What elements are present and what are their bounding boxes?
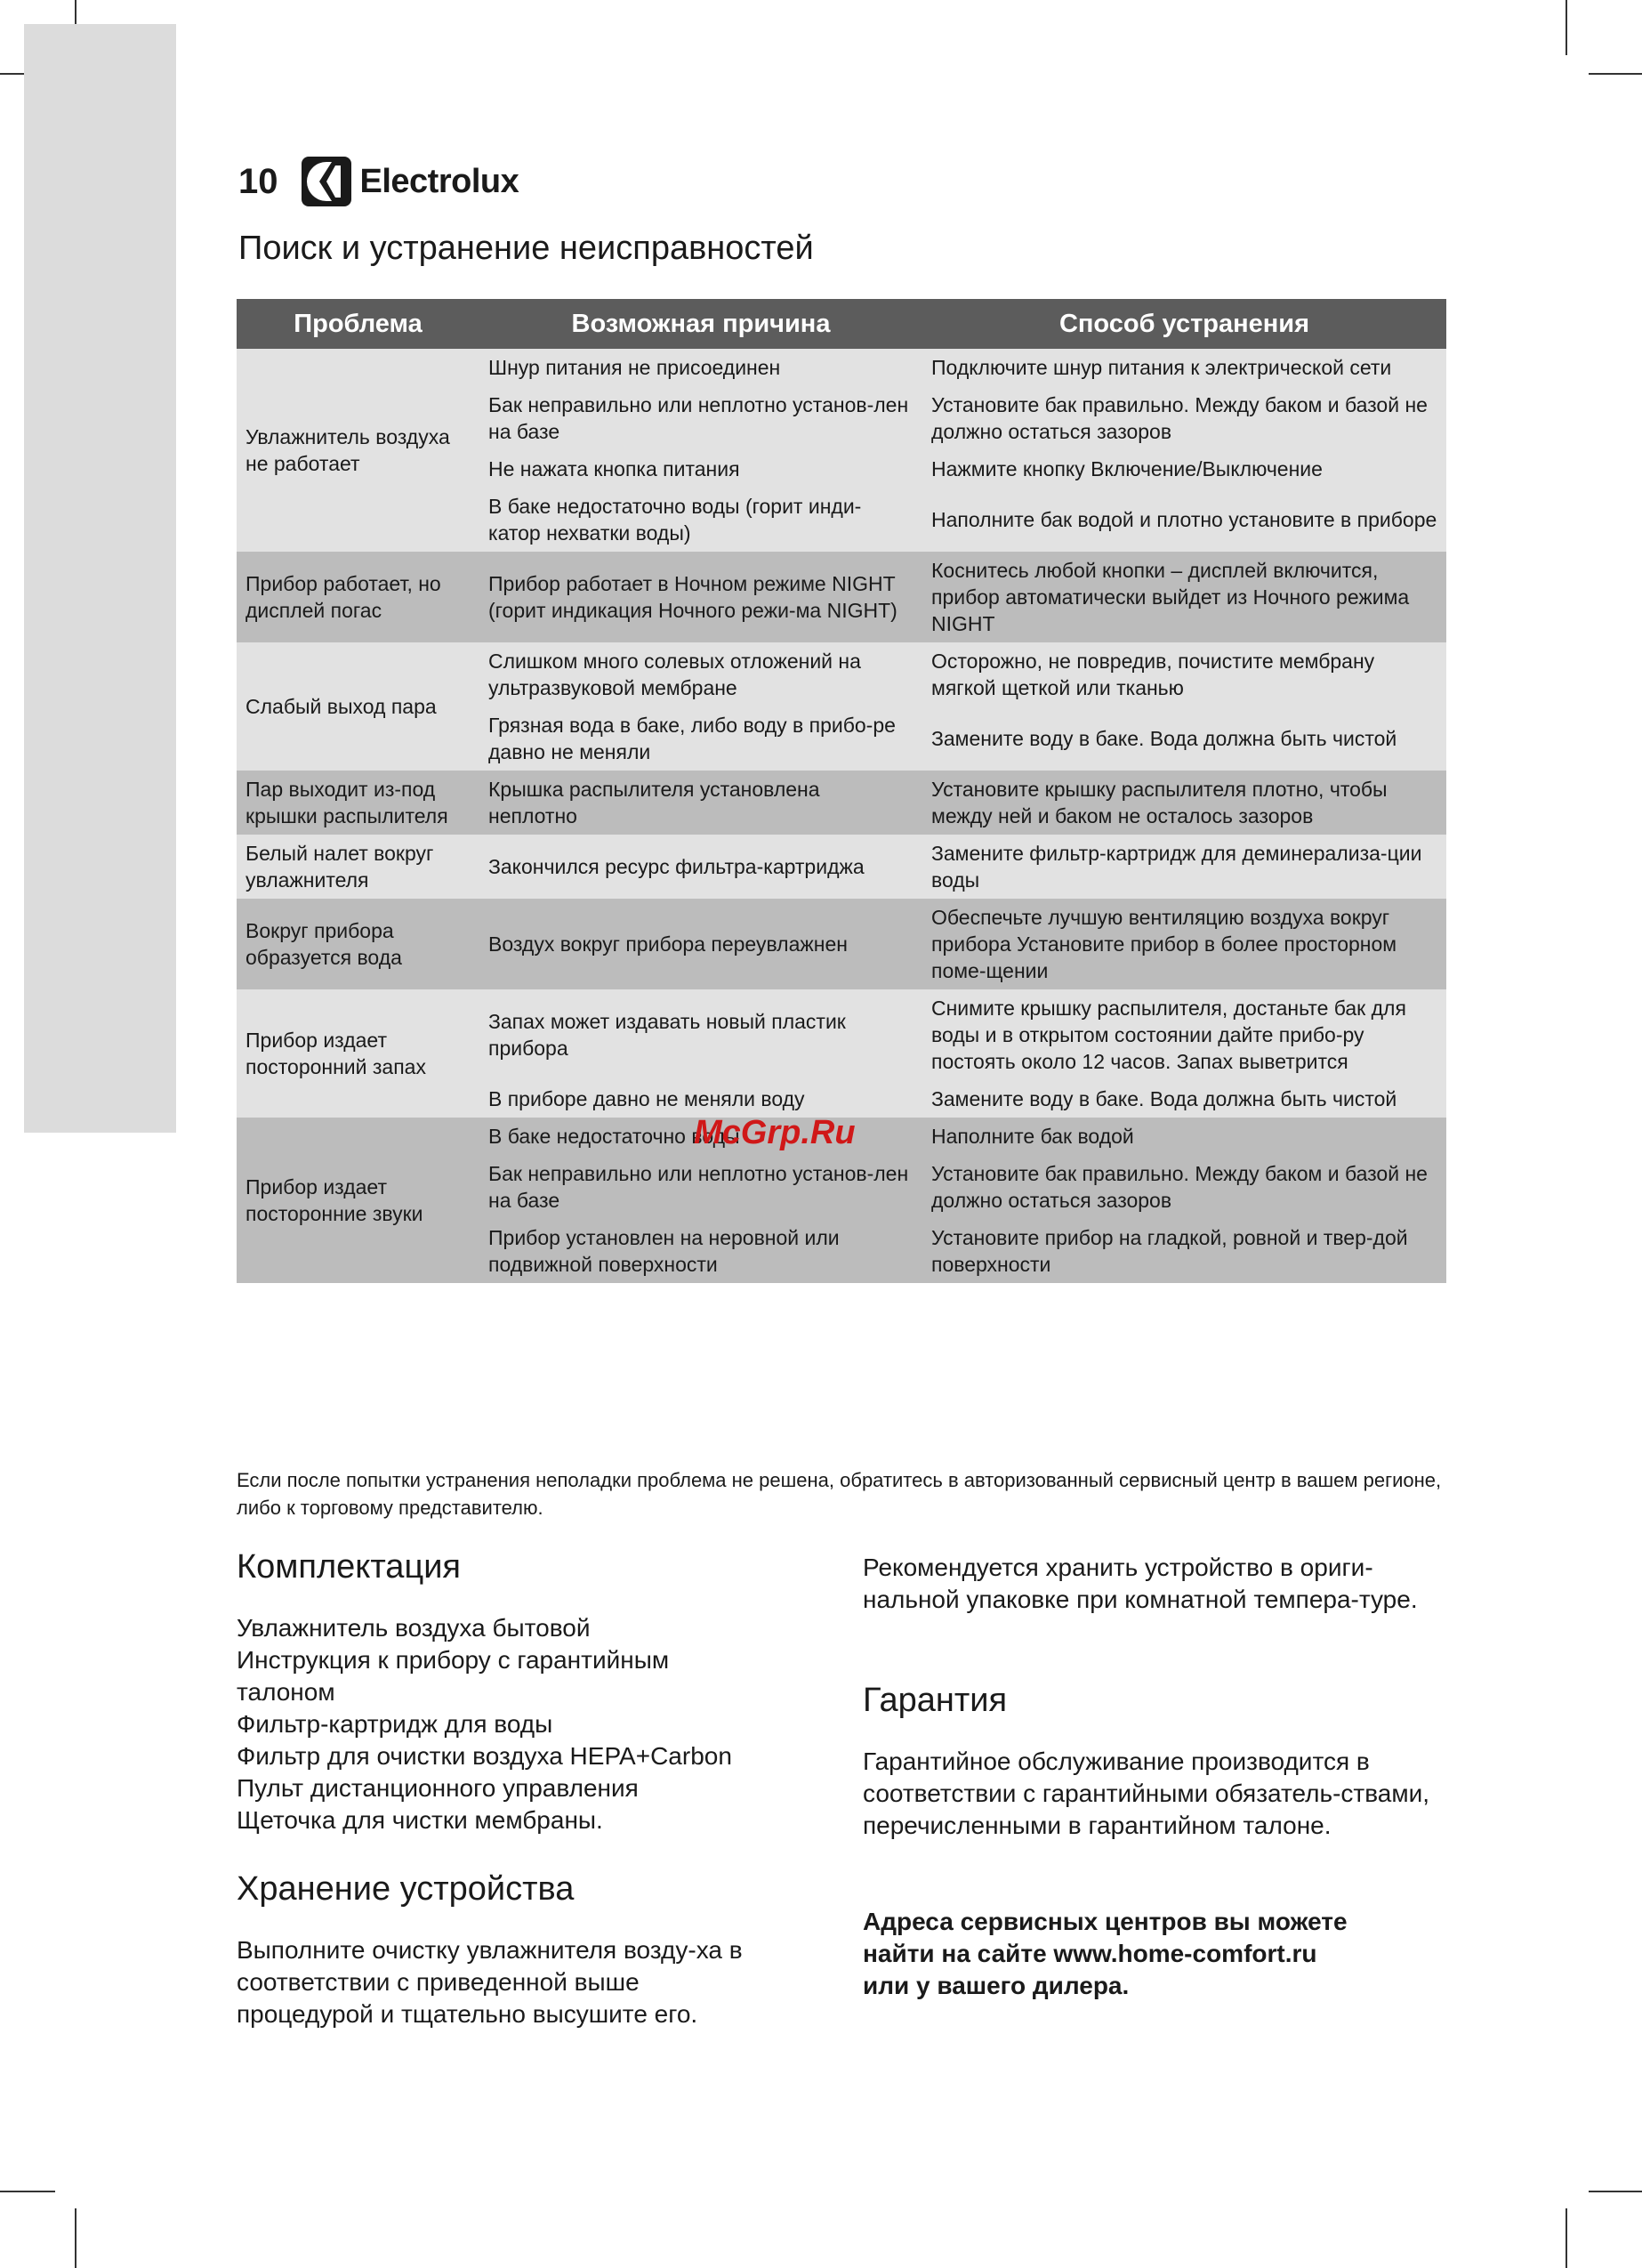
problem-cell: Прибор работает, но дисплей погас bbox=[237, 552, 479, 642]
crop-mark bbox=[0, 2191, 55, 2192]
page-number: 10 bbox=[238, 161, 278, 201]
kit-item: Фильтр для очистки воздуха HEPA+Carbon bbox=[237, 1742, 732, 1770]
crop-mark bbox=[1589, 73, 1642, 75]
cause-cell: Слишком много солевых отложений на ультразвуковой мембране bbox=[479, 642, 922, 706]
fix-cell: Снимите крышку распылителя, достаньте бак для воды и в открытом состоянии дайте прибо-ру постоять около 12 часов. Запах выветрится bbox=[922, 989, 1446, 1080]
fix-cell: Наполните бак водой bbox=[922, 1118, 1446, 1155]
cause-cell: Крышка распылителя установлена неплотно bbox=[479, 771, 922, 835]
crop-mark bbox=[75, 2208, 76, 2268]
table-row bbox=[237, 642, 1446, 706]
column-header: Возможная причина bbox=[479, 299, 922, 349]
table-row bbox=[237, 552, 1446, 642]
storage-title: Хранение устройства bbox=[237, 1870, 575, 1908]
kit-item: Инструкция к прибору с гарантийным талоном bbox=[237, 1646, 670, 1706]
cause-cell: Воздух вокруг прибора переувлажнен bbox=[479, 899, 922, 989]
electrolux-logo-icon bbox=[302, 157, 351, 206]
fix-cell: Наполните бак водой и плотно установите в приборе bbox=[922, 488, 1446, 552]
table-row bbox=[237, 771, 1446, 835]
kit-item: Фильтр-картридж для воды bbox=[237, 1710, 553, 1738]
table-row bbox=[237, 349, 1446, 386]
table-row bbox=[237, 899, 1446, 989]
fix-cell: Замените воду в баке. Вода должна быть чистой bbox=[922, 706, 1446, 771]
column-header: Проблема bbox=[237, 299, 479, 349]
service-centers-text: Адреса сервисных центров вы можете найти на сайте www.home-comfort.ru или у вашего дилера. bbox=[863, 1908, 1348, 1999]
fix-cell: Замените фильтр-картридж для деминерализа-ции воды bbox=[922, 835, 1446, 899]
page-side-band bbox=[24, 24, 176, 1133]
cause-cell: Бак неправильно или неплотно установ-лен на базе bbox=[479, 1155, 922, 1219]
fix-cell: Установите крышку распылителя плотно, чтобы между ней и баком не осталось зазоров bbox=[922, 771, 1446, 835]
service-note: Если после попытки устранения неполадки проблема не решена, обратитесь в авторизованный сервисный центр в вашем регионе, либо к торговому представителю. bbox=[237, 1469, 1442, 1519]
page-title: Поиск и устранение неисправностей bbox=[238, 230, 814, 267]
cause-cell: Прибор установлен на неровной или подвижной поверхности bbox=[479, 1219, 922, 1283]
problem-cell: Прибор издает посторонние звуки bbox=[237, 1118, 479, 1283]
cause-cell: Не нажата кнопка питания bbox=[479, 450, 922, 488]
warranty-title: Гарантия bbox=[863, 1682, 1008, 1719]
fix-cell: Нажмите кнопку Включение/Выключение bbox=[922, 450, 1446, 488]
fix-cell: Подключите шнур питания к электрической сети bbox=[922, 349, 1446, 386]
storage-text: Выполните очистку увлажнителя возду-ха в соответствии с приведенной выше процедурой и тщательно высушите его. bbox=[237, 1936, 743, 2028]
cause-cell: В приборе давно не меняли воду bbox=[479, 1080, 922, 1118]
storage-recommendation: Рекомендуется хранить устройство в ориги-нальной упаковке при комнатной темпера-туре. bbox=[863, 1554, 1418, 1613]
fix-cell: Коснитесь любой кнопки – дисплей включится, прибор автоматически выйдет из Ночного режима NIGHT bbox=[922, 552, 1446, 642]
warranty-text: Гарантийное обслуживание производится в соответствии с гарантийными обязатель-ствами, перечисленными в гарантийном талоне. bbox=[863, 1747, 1430, 1839]
cause-cell: Грязная вода в баке, либо воду в прибо-ре давно не меняли bbox=[479, 706, 922, 771]
watermark: McGrp.Ru bbox=[694, 1114, 856, 1151]
kit-item: Увлажнитель воздуха бытовой bbox=[237, 1614, 591, 1642]
problem-cell: Белый налет вокруг увлажнителя bbox=[237, 835, 479, 899]
problem-cell: Прибор издает посторонний запах bbox=[237, 989, 479, 1118]
kit-item: Пульт дистанционного управления bbox=[237, 1774, 639, 1802]
problem-cell: Пар выходит из-под крышки распылителя bbox=[237, 771, 479, 835]
cause-cell: Шнур питания не присоединен bbox=[479, 349, 922, 386]
fix-cell: Установите прибор на гладкой, ровной и твер-дой поверхности bbox=[922, 1219, 1446, 1283]
column-header: Способ устранения bbox=[922, 299, 1446, 349]
cause-cell: В баке недостаточно воды bbox=[479, 1118, 922, 1155]
crop-mark bbox=[1566, 0, 1567, 55]
problem-cell: Слабый выход пара bbox=[237, 642, 479, 771]
cause-cell: Запах может издавать новый пластик прибора bbox=[479, 989, 922, 1080]
cause-cell: Закончился ресурс фильтра-картриджа bbox=[479, 835, 922, 899]
crop-mark bbox=[1589, 2191, 1642, 2192]
fix-cell: Установите бак правильно. Между баком и базой не должно остаться зазоров bbox=[922, 386, 1446, 450]
cause-cell: Бак неправильно или неплотно установ-лен на базе bbox=[479, 386, 922, 450]
brand-name: Electrolux bbox=[359, 162, 519, 200]
page-header bbox=[238, 157, 519, 206]
brand-logo bbox=[302, 157, 519, 206]
kit-item: Щеточка для чистки мембраны. bbox=[237, 1806, 603, 1834]
kit-title: Комплектация bbox=[237, 1548, 462, 1586]
table-header-row bbox=[237, 299, 1446, 349]
table-row bbox=[237, 835, 1446, 899]
kit-list bbox=[237, 1612, 824, 1836]
fix-cell: Установите бак правильно. Между баком и базой не должно остаться зазоров bbox=[922, 1155, 1446, 1219]
fix-cell: Обеспечьте лучшую вентиляцию воздуха вокруг прибора Установите прибор в более просторном поме-щении bbox=[922, 899, 1446, 989]
fix-cell: Замените воду в баке. Вода должна быть чистой bbox=[922, 1080, 1446, 1118]
cause-cell: Прибор работает в Ночном режиме NIGHT (горит индикация Ночного режи-ма NIGHT) bbox=[479, 552, 922, 642]
cause-cell: В баке недостаточно воды (горит инди-катор нехватки воды) bbox=[479, 488, 922, 552]
crop-mark bbox=[1566, 2208, 1567, 2268]
table-row bbox=[237, 989, 1446, 1080]
problem-cell: Вокруг прибора образуется вода bbox=[237, 899, 479, 989]
fix-cell: Осторожно, не повредив, почистите мембрану мягкой щеткой или тканью bbox=[922, 642, 1446, 706]
problem-cell: Увлажнитель воздуха не работает bbox=[237, 349, 479, 552]
